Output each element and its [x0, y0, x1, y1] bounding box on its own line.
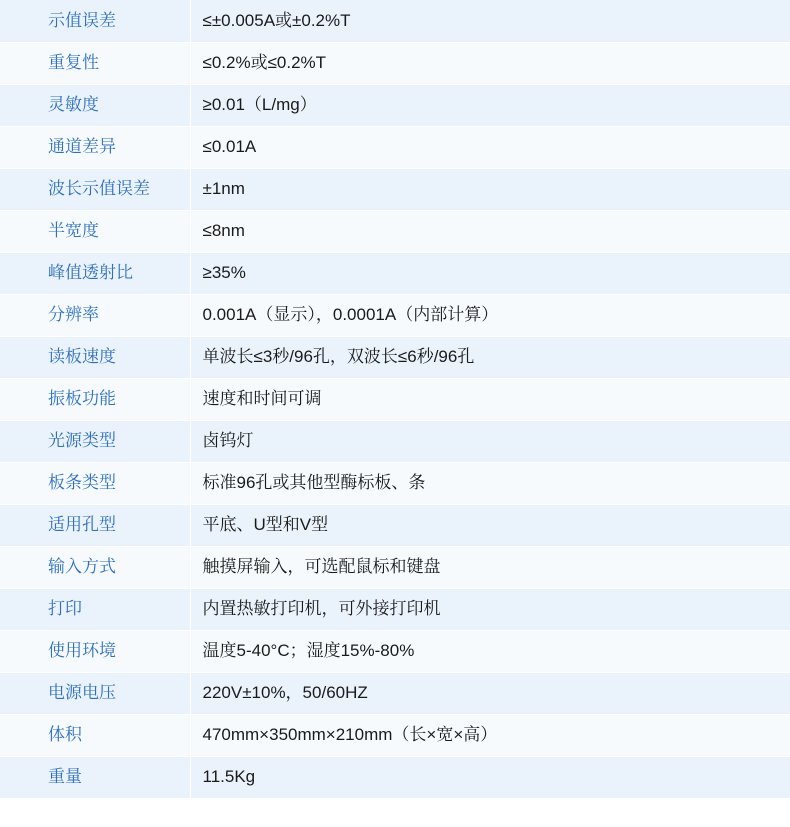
table-row	[0, 378, 790, 420]
table-row	[0, 42, 790, 84]
spec-value: 470mm×350mm×210mm（长×宽×高）	[190, 714, 790, 756]
table-row	[0, 0, 790, 42]
table-row	[0, 210, 790, 252]
table-row	[0, 420, 790, 462]
spec-value: ≤0.01A	[190, 126, 790, 168]
spec-value: 平底、U型和V型	[190, 504, 790, 546]
spec-label: 波长示值误差	[0, 168, 190, 210]
spec-label: 通道差异	[0, 126, 190, 168]
table-row	[0, 714, 790, 756]
table-row	[0, 84, 790, 126]
spec-label: 重复性	[0, 42, 190, 84]
spec-label: 电源电压	[0, 672, 190, 714]
table-row	[0, 294, 790, 336]
spec-value: ≤0.2%或≤0.2%T	[190, 42, 790, 84]
spec-value: ≤8nm	[190, 210, 790, 252]
table-row	[0, 462, 790, 504]
spec-label: 振板功能	[0, 378, 190, 420]
spec-label: 板条类型	[0, 462, 190, 504]
table-row	[0, 630, 790, 672]
table-row	[0, 672, 790, 714]
spec-value: 220V±10%，50/60HZ	[190, 672, 790, 714]
spec-value: 单波长≤3秒/96孔，双波长≤6秒/96孔	[190, 336, 790, 378]
spec-label: 峰值透射比	[0, 252, 190, 294]
table-row	[0, 126, 790, 168]
spec-label: 灵敏度	[0, 84, 190, 126]
spec-value: ≥0.01（L/mg）	[190, 84, 790, 126]
table-row	[0, 168, 790, 210]
spec-value: 内置热敏打印机，可外接打印机	[190, 588, 790, 630]
spec-value: ≤±0.005A或±0.2%T	[190, 0, 790, 42]
spec-value: 触摸屏输入，可选配鼠标和键盘	[190, 546, 790, 588]
table-row	[0, 504, 790, 546]
spec-value: 11.5Kg	[190, 756, 790, 798]
spec-value: 0.001A（显示），0.0001A（内部计算）	[190, 294, 790, 336]
table-row	[0, 588, 790, 630]
table-row	[0, 336, 790, 378]
spec-label: 半宽度	[0, 210, 190, 252]
spec-label: 分辨率	[0, 294, 190, 336]
spec-label: 输入方式	[0, 546, 190, 588]
spec-value: ±1nm	[190, 168, 790, 210]
spec-label: 示值误差	[0, 0, 190, 42]
spec-value: 速度和时间可调	[190, 378, 790, 420]
table-row	[0, 546, 790, 588]
spec-label: 光源类型	[0, 420, 190, 462]
spec-label: 读板速度	[0, 336, 190, 378]
spec-label: 打印	[0, 588, 190, 630]
spec-value: 温度5-40°C；湿度15%-80%	[190, 630, 790, 672]
spec-label: 重量	[0, 756, 190, 798]
spec-value: ≥35%	[190, 252, 790, 294]
spec-label: 体积	[0, 714, 190, 756]
spec-label: 适用孔型	[0, 504, 190, 546]
spec-label: 使用环境	[0, 630, 190, 672]
spec-value: 标准96孔或其他型酶标板、条	[190, 462, 790, 504]
spec-value: 卤钨灯	[190, 420, 790, 462]
table-row	[0, 756, 790, 798]
table-row	[0, 252, 790, 294]
